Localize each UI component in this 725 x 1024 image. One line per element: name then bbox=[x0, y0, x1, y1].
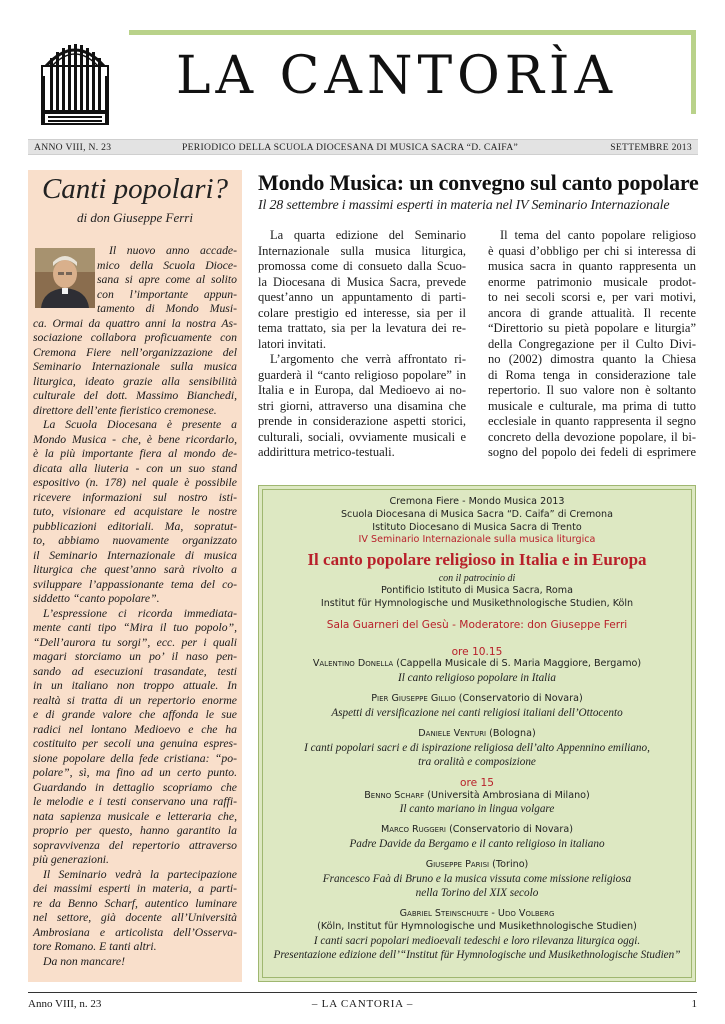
text-line: la Diocesana di Musica Sacra, prevede bbox=[258, 274, 466, 289]
text-line: liturgica, ideato grazie alla sensibilità bbox=[33, 374, 237, 388]
speaker bbox=[259, 658, 695, 671]
session-time: ore 10.15 bbox=[451, 645, 503, 658]
text-line: Il nuovo anno accade- bbox=[109, 244, 237, 257]
text-line: concreto della devozione popolare, il bi- bbox=[488, 429, 696, 444]
text-line: “Dell’aurora tu sorgi”, ecc. per i quali bbox=[33, 635, 237, 649]
text-line: direttore dell’ente fieristico cremonese. bbox=[33, 403, 217, 417]
article-title: Mondo Musica: un convegno sul canto popolare bbox=[258, 170, 699, 195]
program-title: Il canto popolare religioso in Italia e in Europa bbox=[307, 550, 647, 570]
speaker-affiliation: (Conservatorio di Novara) bbox=[455, 693, 583, 705]
text-line: guarderà il “canto religioso popolare” in bbox=[258, 367, 466, 382]
text-line: siddetto “canto popolare”. bbox=[33, 592, 160, 605]
session-time: ore 15 bbox=[460, 776, 494, 789]
speaker-affiliation: (Conservatorio di Novara) bbox=[446, 824, 573, 836]
program-venue: Sala Guarneri del Gesù - Moderatore: don Giuseppe Ferri bbox=[326, 618, 628, 631]
text-line: no (2002) dimostra quanto la Chiesa bbox=[488, 352, 696, 366]
text-line: costituito per secoli una genuina espres- bbox=[33, 737, 237, 750]
patronage-label: con il patrocinio di bbox=[438, 573, 516, 585]
program-edition: IV Seminario Internazionale sulla musica liturgica bbox=[358, 534, 596, 546]
text-line: dei massimi esperti in materia, a parti- bbox=[33, 882, 237, 895]
text-line: stri giorni, attraverso una disamina che bbox=[258, 398, 466, 413]
text-line: magari storciamo un po’ il naso pen- bbox=[33, 650, 237, 663]
program-organizer: Cremona Fiere - Mondo Musica 2013 bbox=[389, 496, 565, 507]
text-line: ricevere informazioni sul nostro isti- bbox=[33, 490, 237, 504]
speaker bbox=[259, 728, 695, 741]
text-line: le melodie e i testi conservano una raffi- bbox=[33, 795, 237, 808]
article-column-left bbox=[258, 228, 466, 461]
text-line: con l’importante appun- bbox=[97, 287, 237, 301]
text-line: e di grande valore che affonda le sue bbox=[33, 708, 237, 721]
text-line: La quarta edizione del Seminario bbox=[270, 228, 466, 242]
text-line: radici nel lontano Medioevo e che ha bbox=[33, 722, 237, 736]
speaker-affiliation: (Bologna) bbox=[486, 727, 536, 739]
text-line: Cremona Fiere nell’organizzazione del bbox=[33, 345, 237, 359]
text-line: proprio per questo, hanno garantito la bbox=[33, 824, 237, 837]
text-line: tamento di Mondo Musi- bbox=[97, 302, 237, 315]
editorial-byline: di don Giuseppe Ferri bbox=[77, 210, 193, 225]
talk-title: I canti popolari sacri e di ispirazione religiosa dell’alto Appennino emiliano, bbox=[304, 741, 650, 754]
talk-title: I canti sacri popolari medioevali tedeschi e loro rilevanza liturgica oggi. bbox=[313, 934, 641, 947]
text-line: di Roma tenga in considerazione tale bbox=[488, 367, 696, 382]
text-line: Mondo Musica - che, è bene ricordarlo, bbox=[33, 432, 237, 446]
text-line: Internazionale sulla musica liturgica, bbox=[258, 243, 466, 258]
text-line: più generazioni. bbox=[33, 853, 109, 866]
text-line: mico della Scuola Dioce- bbox=[97, 258, 237, 272]
seminar-program bbox=[259, 496, 695, 962]
talk-title: Francesco Faà di Bruno e la musica vissuta come missione religiosa bbox=[322, 872, 632, 885]
text-line: Da non mancare! bbox=[43, 954, 126, 968]
text-line: enorme patrimonio musicale prodot- bbox=[488, 274, 696, 289]
program-organizer: Scuola Diocesana di Musica Sacra “D. Caifa” di Cremona bbox=[340, 508, 614, 520]
text-line: della Congregazione per il Culto Divi- bbox=[488, 336, 696, 351]
text-line: polare”, sì, ma fino ad un certo punto. bbox=[33, 766, 237, 779]
text-line: è la più importante fiera al mondo de- bbox=[33, 447, 237, 460]
text-line: è quasi d’obbligo per chi si interessa di bbox=[488, 243, 696, 258]
text-line: culturali, sociali, ovviamente musicali e bbox=[258, 429, 466, 444]
text-line: liturgica che quest’anno sarà rivolto a bbox=[33, 563, 237, 576]
text-line: mente canti tipo “Mira il tuo popolo”, bbox=[33, 621, 237, 634]
talk-title: tra oralità e composizione bbox=[418, 755, 536, 768]
speaker-affiliation: (Torino) bbox=[489, 859, 529, 871]
text-line: L’argomento che verrà affrontato ri- bbox=[270, 352, 466, 366]
editorial-body bbox=[33, 244, 237, 969]
text-line: Il Seminario vedrà la partecipazione bbox=[43, 867, 237, 881]
speaker bbox=[259, 908, 695, 921]
speaker bbox=[259, 859, 695, 872]
text-line: sopravvivenza del repertorio attraverso bbox=[33, 838, 237, 852]
text-line: musica sacra in quanto rappresenta un bbox=[488, 259, 696, 273]
text-line: sando ad esecuzioni trasandate, testi bbox=[33, 664, 237, 678]
text-line: Seminario Internazionale sulla musica bbox=[33, 360, 237, 373]
organ-logo bbox=[40, 36, 110, 126]
text-line: il Seminario Internazionale di musica bbox=[33, 548, 237, 562]
text-line: sociazione collabora proficuamente con bbox=[33, 331, 237, 344]
text-line: promossa come di consueto dalla Scuo- bbox=[258, 259, 466, 273]
text-line: colare prestigio ed interesse, sia per il bbox=[258, 305, 466, 320]
editorial-sidebar bbox=[28, 170, 242, 982]
text-line: sviluppare l’appassionante tema del co- bbox=[33, 577, 237, 591]
text-line: Italia e in Europa, dal Medioevo ai no- bbox=[258, 383, 466, 397]
speaker-affiliation: (Cappella Musicale di S. Maria Maggiore, Bergamo) bbox=[393, 658, 642, 670]
text-line: tuto, visionare ed acquistare le nostre bbox=[33, 505, 237, 518]
seminar-program-box bbox=[258, 485, 696, 982]
talk-title: nella Torino del XIX secolo bbox=[415, 886, 539, 899]
text-line: L’espressione ci ricorda immediata- bbox=[43, 606, 237, 620]
footer-rule bbox=[28, 992, 697, 993]
text-line: musicale e culturale, ma prima di tutto bbox=[488, 398, 696, 413]
text-line: tema trattato, sia per la levatura dei re- bbox=[258, 321, 466, 335]
speaker-name: Valentino Donella bbox=[312, 658, 394, 670]
text-line: latori invitati. bbox=[258, 336, 327, 351]
text-line: espositivo (n. 178) nel quale è possibile bbox=[33, 476, 237, 489]
patron: Institut für Hymnologische und Musikethnologische Studien, Köln bbox=[320, 597, 634, 609]
program-organizer: Istituto Diocesano di Musica Sacra di Trento bbox=[372, 521, 582, 533]
text-line: ecclesiale in quanto rappresenta il segno bbox=[488, 414, 696, 428]
text-line: tore Romano. E tanti altri. bbox=[33, 940, 157, 953]
text-line: Il tema del canto popolare religioso bbox=[500, 228, 696, 242]
text-line: Ambrosiana e articolista dell’Osserva- bbox=[33, 925, 237, 939]
issue-info-strip bbox=[28, 139, 698, 155]
patron: Pontificio Istituto di Musica Sacra, Roma bbox=[380, 585, 574, 597]
text-line: addirittura metrico-testuali. bbox=[258, 445, 395, 459]
page-number: 1 bbox=[691, 998, 697, 1010]
speaker-name: Benno Scharf bbox=[364, 789, 425, 801]
speaker-affiliation: (Università Ambrosiana di Milano) bbox=[424, 789, 590, 801]
text-line: nel settore, già docente all’Università bbox=[33, 911, 237, 924]
speaker-affiliation: (Köln, Institut für Hymnologische und Musikethnologische Studien) bbox=[317, 920, 637, 932]
text-line: repertorio. Il suo valore non è soltanto bbox=[488, 383, 696, 397]
text-line: pubblicazioni editoriali. Ma, sopratut- bbox=[33, 519, 237, 533]
talk-title: Il canto religioso popolare in Italia bbox=[398, 672, 556, 685]
text-line: realtà si tratta di un repertorio enorme bbox=[33, 693, 237, 707]
talk-title: Padre Davide da Bergamo e il canto religioso in italiano bbox=[349, 838, 605, 851]
speaker-name: Gabriel Steinschulte - Udo Volberg bbox=[399, 907, 555, 919]
text-line: ca. Ormai da quattro anni la nostra As- bbox=[33, 316, 237, 330]
footer-issue: Anno VIII, n. 23 bbox=[28, 998, 102, 1010]
text-line: sione popolare della fede cristiana: “po- bbox=[33, 751, 237, 765]
footer-periodical-name: – LA CANTORIA – bbox=[311, 998, 414, 1010]
text-line: culturale del dott. Massimo Bianchedi, bbox=[33, 389, 237, 402]
text-line: dicata alla liuteria - con un suo stand bbox=[33, 461, 237, 475]
text-line: prende in considerazione aspetti storici, bbox=[258, 414, 466, 428]
article-subtitle: Il 28 settembre i massimi esperti in materia nel IV Seminario Internazionale bbox=[258, 198, 670, 213]
text-line: sogno del popolo dei fedeli di esprimere bbox=[488, 445, 696, 459]
text-line: re da Benno Scharf, autentico luminare bbox=[33, 896, 237, 910]
text-line: to nei secoli scorsi e, per vari motivi, bbox=[488, 290, 696, 304]
issue-date: SETTEMBRE 2013 bbox=[610, 142, 692, 153]
text-line: La Scuola Diocesana è presente a bbox=[43, 418, 237, 431]
text-line: Guardando in dettaglio scopriamo che bbox=[33, 780, 237, 794]
issue-number: ANNO VIII, N. 23 bbox=[34, 142, 112, 153]
speaker-name: Giuseppe Parisi bbox=[425, 859, 490, 871]
speaker-name: Marco Ruggeri bbox=[380, 824, 447, 836]
speaker bbox=[259, 824, 695, 837]
text-line: ancora di grande attualità. Il recente bbox=[488, 305, 696, 320]
speaker-name: Pier Giuseppe Gillio bbox=[371, 693, 456, 705]
speaker bbox=[259, 693, 695, 706]
talk-title: Presentazione edizione dell’“Institut für Hymnologische und Musikethnologische Studien” bbox=[273, 948, 681, 961]
editorial-title: Canti popolari? bbox=[41, 173, 229, 205]
talk-title: Aspetti di versificazione nei canti religiosi italiani dell’Ottocento bbox=[331, 706, 623, 719]
periodical-name: PERIODICO DELLA SCUOLA DIOCESANA DI MUSICA SACRA “D. CAIFA” bbox=[182, 142, 519, 153]
speaker-name: Daniele Venturi bbox=[418, 727, 487, 739]
text-line: to, abbiamo nuovamente organizzato bbox=[33, 534, 237, 547]
article-column-right bbox=[488, 228, 696, 461]
text-line: in un italiano non troppo attuale. In bbox=[33, 679, 237, 692]
talk-title: Il canto mariano in lingua volgare bbox=[399, 803, 555, 816]
text-line: quest’anno un appuntamento di parti- bbox=[258, 290, 466, 304]
masthead-title: LA CANTORÌA bbox=[176, 46, 618, 106]
text-line: sana si apre come al solito bbox=[97, 273, 237, 286]
text-line: “Direttorio su pietà popolare e liturgia” bbox=[488, 321, 696, 335]
speaker bbox=[259, 790, 695, 803]
text-line: nata sapienza musicale e letteraria che, bbox=[33, 809, 237, 823]
